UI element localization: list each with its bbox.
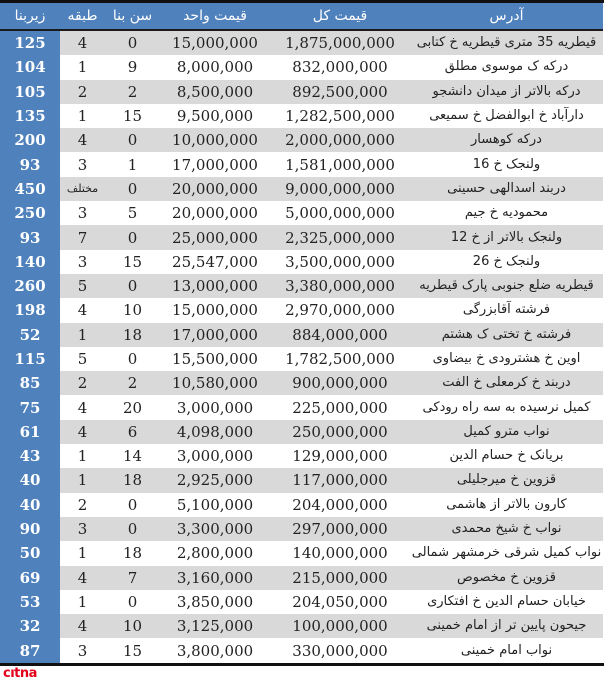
unit-price-cell: 8,500,000 (160, 80, 270, 104)
total-price-cell: 129,000,000 (270, 444, 410, 468)
address-cell: ولنجک خ 16 (410, 152, 603, 176)
total-price-cell: 3,500,000,000 (270, 250, 410, 274)
unit-price-cell: 3,000,000 (160, 395, 270, 419)
total-price-cell: 2,000,000,000 (270, 128, 410, 152)
unit-price-cell: 9,500,000 (160, 104, 270, 128)
table-row (0, 493, 603, 517)
address-cell: محمودیه خ جیم (410, 201, 603, 225)
table-row (0, 517, 603, 541)
total-price-cell: 330,000,000 (270, 638, 410, 662)
unit-price-cell: 3,000,000 (160, 444, 270, 468)
total-price-cell: 1,782,500,000 (270, 347, 410, 371)
age-cell: 0 (105, 128, 160, 152)
address-cell: ولنجک بالاتر از خ 12 (410, 225, 603, 249)
table-row (0, 201, 603, 225)
total-price-cell: 1,875,000,000 (270, 30, 410, 55)
age-cell: 0 (105, 30, 160, 55)
floor-cell: 3 (60, 152, 105, 176)
area-cell: 75 (0, 395, 60, 419)
total-price-cell: 1,581,000,000 (270, 152, 410, 176)
total-price-cell: 204,000,000 (270, 493, 410, 517)
address-cell: قیطریه ضلع جنوبی پارک قیطریه (410, 274, 603, 298)
address-cell: فرشته خ تختی ک هشتم (410, 323, 603, 347)
floor-cell: 3 (60, 201, 105, 225)
table-row (0, 80, 603, 104)
table-row (0, 541, 603, 565)
table-row (0, 566, 603, 590)
total-price-cell: 5,000,000,000 (270, 201, 410, 225)
floor-cell: 1 (60, 468, 105, 492)
floor-cell: 1 (60, 323, 105, 347)
bottom-border (0, 663, 604, 666)
total-price-cell: 832,000,000 (270, 55, 410, 79)
area-cell: 43 (0, 444, 60, 468)
floor-cell: 2 (60, 80, 105, 104)
age-cell: 10 (105, 614, 160, 638)
property-price-table (0, 3, 603, 663)
area-cell: 125 (0, 30, 60, 55)
total-price-cell: 140,000,000 (270, 541, 410, 565)
floor-cell: 4 (60, 128, 105, 152)
total-price-cell: 2,970,000,000 (270, 298, 410, 322)
table-row (0, 250, 603, 274)
area-cell: 53 (0, 590, 60, 614)
floor-cell: 1 (60, 444, 105, 468)
unit-price-cell: 3,300,000 (160, 517, 270, 541)
total-price-cell: 250,000,000 (270, 420, 410, 444)
table-row (0, 395, 603, 419)
table-row (0, 371, 603, 395)
floor-cell: 3 (60, 250, 105, 274)
address-cell: بریانک خ حسام الدین (410, 444, 603, 468)
address-cell: دربند خ کرمعلی خ الفت (410, 371, 603, 395)
floor-cell: 5 (60, 274, 105, 298)
total-price-cell: 900,000,000 (270, 371, 410, 395)
area-cell: 140 (0, 250, 60, 274)
table-row (0, 152, 603, 176)
unit-price-cell: 17,000,000 (160, 323, 270, 347)
floor-cell: 3 (60, 517, 105, 541)
unit-price-cell: 15,500,000 (160, 347, 270, 371)
floor-cell: 2 (60, 493, 105, 517)
unit-price-cell: 25,547,000 (160, 250, 270, 274)
area-cell: 115 (0, 347, 60, 371)
area-cell: 260 (0, 274, 60, 298)
total-price-cell: 884,000,000 (270, 323, 410, 347)
unit-price-cell: 20,000,000 (160, 177, 270, 201)
address-cell: نواب خ شیخ محمدی (410, 517, 603, 541)
address-cell: جیحون پایین تر از امام خمینی (410, 614, 603, 638)
age-cell: 9 (105, 55, 160, 79)
header-area: زیربنا (0, 3, 60, 30)
age-cell: 0 (105, 347, 160, 371)
header-unit-price: قیمت واحد (160, 3, 270, 30)
area-cell: 87 (0, 638, 60, 662)
unit-price-cell: 3,125,000 (160, 614, 270, 638)
age-cell: 0 (105, 493, 160, 517)
unit-price-cell: 15,000,000 (160, 298, 270, 322)
unit-price-cell: 10,000,000 (160, 128, 270, 152)
table-row (0, 274, 603, 298)
floor-cell: 4 (60, 566, 105, 590)
citna-logo: cıtna (0, 667, 40, 681)
table-row (0, 55, 603, 79)
age-cell: 7 (105, 566, 160, 590)
area-cell: 198 (0, 298, 60, 322)
unit-price-cell: 13,000,000 (160, 274, 270, 298)
unit-price-cell: 3,850,000 (160, 590, 270, 614)
area-cell: 40 (0, 493, 60, 517)
floor-cell: 3 (60, 638, 105, 662)
unit-price-cell: 10,580,000 (160, 371, 270, 395)
table-row (0, 30, 603, 55)
age-cell: 0 (105, 177, 160, 201)
total-price-cell: 117,000,000 (270, 468, 410, 492)
floor-cell: 1 (60, 541, 105, 565)
age-cell: 6 (105, 420, 160, 444)
area-cell: 32 (0, 614, 60, 638)
age-cell: 5 (105, 201, 160, 225)
address-cell: قزوین خ مخصوص (410, 566, 603, 590)
floor-cell: 4 (60, 420, 105, 444)
table-row (0, 347, 603, 371)
table-row (0, 638, 603, 662)
age-cell: 18 (105, 468, 160, 492)
total-price-cell: 225,000,000 (270, 395, 410, 419)
total-price-cell: 215,000,000 (270, 566, 410, 590)
table-row (0, 420, 603, 444)
unit-price-cell: 25,000,000 (160, 225, 270, 249)
address-cell: دارآباد خ ابوالفضل خ سمیعی (410, 104, 603, 128)
table-row (0, 590, 603, 614)
area-cell: 104 (0, 55, 60, 79)
total-price-cell: 297,000,000 (270, 517, 410, 541)
address-cell: اوین خ هشترودی خ بیضاوی (410, 347, 603, 371)
address-cell: درکه کوهسار (410, 128, 603, 152)
age-cell: 0 (105, 225, 160, 249)
area-cell: 200 (0, 128, 60, 152)
unit-price-cell: 20,000,000 (160, 201, 270, 225)
floor-cell: 1 (60, 590, 105, 614)
unit-price-cell: 5,100,000 (160, 493, 270, 517)
total-price-cell: 100,000,000 (270, 614, 410, 638)
floor-cell: 4 (60, 298, 105, 322)
table-row (0, 104, 603, 128)
floor-cell: 7 (60, 225, 105, 249)
floor-cell: 4 (60, 614, 105, 638)
header-total-price: قیمت کل (270, 3, 410, 30)
address-cell: قیطریه 35 متری قیطریه خ کتابی (410, 30, 603, 55)
area-cell: 85 (0, 371, 60, 395)
address-cell: دربند اسدالهی حسینی (410, 177, 603, 201)
table-row (0, 177, 603, 201)
unit-price-cell: 3,800,000 (160, 638, 270, 662)
table-row (0, 468, 603, 492)
table-row (0, 298, 603, 322)
header-row (0, 3, 603, 30)
age-cell: 0 (105, 590, 160, 614)
total-price-cell: 9,000,000,000 (270, 177, 410, 201)
age-cell: 10 (105, 298, 160, 322)
unit-price-cell: 17,000,000 (160, 152, 270, 176)
age-cell: 0 (105, 274, 160, 298)
header-floor: طبقه (60, 3, 105, 30)
table-row (0, 323, 603, 347)
header-address: آدرس (410, 3, 603, 30)
area-cell: 250 (0, 201, 60, 225)
total-price-cell: 3,380,000,000 (270, 274, 410, 298)
area-cell: 135 (0, 104, 60, 128)
area-cell: 40 (0, 468, 60, 492)
unit-price-cell: 4,098,000 (160, 420, 270, 444)
total-price-cell: 2,325,000,000 (270, 225, 410, 249)
area-cell: 93 (0, 152, 60, 176)
address-cell: درکه ک موسوی مطلق (410, 55, 603, 79)
area-cell: 93 (0, 225, 60, 249)
table-row (0, 225, 603, 249)
unit-price-cell: 3,160,000 (160, 566, 270, 590)
address-cell: نواب کمیل شرقی خرمشهر شمالی (410, 541, 603, 565)
address-cell: کمیل نرسیده به سه راه رودکی (410, 395, 603, 419)
address-cell: خیابان حسام الدین خ افتکاری (410, 590, 603, 614)
total-price-cell: 1,282,500,000 (270, 104, 410, 128)
floor-cell: 2 (60, 371, 105, 395)
area-cell: 105 (0, 80, 60, 104)
table-row (0, 444, 603, 468)
age-cell: 15 (105, 638, 160, 662)
unit-price-cell: 15,000,000 (160, 30, 270, 55)
floor-cell: 5 (60, 347, 105, 371)
age-cell: 14 (105, 444, 160, 468)
address-cell: قزوین خ میرجلیلی (410, 468, 603, 492)
address-cell: نواب مترو کمیل (410, 420, 603, 444)
area-cell: 69 (0, 566, 60, 590)
total-price-cell: 204,050,000 (270, 590, 410, 614)
age-cell: 18 (105, 541, 160, 565)
address-cell: کارون بالاتر از هاشمی (410, 493, 603, 517)
age-cell: 1 (105, 152, 160, 176)
area-cell: 90 (0, 517, 60, 541)
floor-cell: 4 (60, 30, 105, 55)
table-row (0, 614, 603, 638)
table-row (0, 128, 603, 152)
unit-price-cell: 2,800,000 (160, 541, 270, 565)
header-age: سن بنا (105, 3, 160, 30)
floor-cell: مختلف (60, 177, 105, 201)
age-cell: 15 (105, 250, 160, 274)
address-cell: نواب امام خمینی (410, 638, 603, 662)
area-cell: 450 (0, 177, 60, 201)
address-cell: درکه بالاتر از میدان دانشجو (410, 80, 603, 104)
area-cell: 52 (0, 323, 60, 347)
age-cell: 2 (105, 371, 160, 395)
address-cell: فرشته آقابزرگی (410, 298, 603, 322)
age-cell: 18 (105, 323, 160, 347)
age-cell: 20 (105, 395, 160, 419)
age-cell: 2 (105, 80, 160, 104)
age-cell: 15 (105, 104, 160, 128)
age-cell: 0 (105, 517, 160, 541)
floor-cell: 4 (60, 395, 105, 419)
address-cell: ولنجک خ 26 (410, 250, 603, 274)
area-cell: 61 (0, 420, 60, 444)
area-cell: 50 (0, 541, 60, 565)
unit-price-cell: 2,925,000 (160, 468, 270, 492)
unit-price-cell: 8,000,000 (160, 55, 270, 79)
floor-cell: 1 (60, 55, 105, 79)
floor-cell: 1 (60, 104, 105, 128)
total-price-cell: 892,500,000 (270, 80, 410, 104)
